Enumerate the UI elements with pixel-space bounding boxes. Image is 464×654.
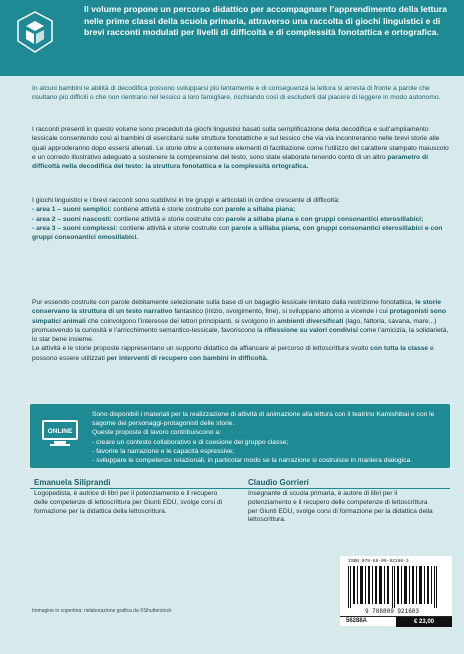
online-bullet-text: creare un contesto collaborativo e di coesione del gruppo classe; bbox=[96, 438, 289, 446]
online-bullet: - sviluppare le competenze relazionali, in particolar modo se la narrazione si costruisce in maniera dialogica. bbox=[92, 457, 413, 465]
narrative-highlight-d: protagonisti sono simpatici animali bbox=[32, 308, 447, 325]
area-2-title: - area 2 – suoni nascosti: bbox=[32, 215, 112, 223]
intro-text: Il volume propone un percorso didattico per accompagnare l’apprendimento della lettura nelle prime classi della scuola primaria, attraverso una raccolta di giochi linguistici e di brevi racconti modulati per livelli di difficoltà e di complessità fonotattica e ortografica. bbox=[84, 4, 447, 38]
support-text-c: e possono essere utilizzati bbox=[32, 345, 434, 362]
online-bullet-text: sviluppare le competenze relazionali, in particolar modo se la narrazione si costruisce in maniera dialogica. bbox=[96, 457, 413, 465]
area-3-text: contiene attività e storie costruite con bbox=[117, 224, 232, 232]
support-highlight-b: con tutta la classe bbox=[370, 345, 429, 353]
area-3-title: - area 3 – suoni complessi: bbox=[32, 224, 118, 232]
puzzle-icon bbox=[16, 10, 54, 54]
narrative-text-a: Pur essendo costruite con parole debitamente selezionate sulla base di un bagaglio lessicale limitato dalla restrizione fonotattica, bbox=[32, 299, 414, 306]
author-name: Emanuela Siliprandi bbox=[34, 478, 111, 487]
author-card bbox=[34, 478, 224, 516]
online-line-2: Queste proposte di lavoro contribuiscono a: bbox=[92, 429, 221, 437]
author-bio: Insegnante di scuola primaria, è autore di libri per il potenziamento e il recupero delle competenze di lettoscrittura per Giunti EDU, svolge corsi di formazione per la didattica della lettoscrittura. bbox=[248, 490, 433, 524]
area-2-text: contiene attività e storie costruite con bbox=[111, 215, 226, 223]
narrative-text-e: che coinvolgono l’interesse dei lettori principianti, si svolgono in bbox=[87, 317, 276, 325]
online-bullet-text: favorire la narrazione e le capacità espressive; bbox=[96, 447, 235, 455]
area-3-highlight: parole a sillaba piana, con gruppi consonantici eterosillabici e con gruppi consonantici omosillabici. bbox=[32, 224, 443, 242]
author-card bbox=[248, 478, 438, 525]
online-monitor-icon bbox=[40, 418, 80, 448]
area-2-item bbox=[32, 215, 450, 224]
narrative-highlight-f: ambienti diversificati bbox=[276, 317, 344, 325]
authors-section bbox=[30, 478, 450, 548]
product-code: 56288A bbox=[346, 618, 368, 624]
areas-intro: I giochi linguistici e i brevi racconti sono suddivisi in tre gruppi e articolati in ordine crescente di difficoltà: bbox=[32, 197, 340, 204]
isbn-text: ISBN 978-88-09-92160-3 bbox=[348, 559, 409, 564]
price-label: € 23,00 bbox=[396, 617, 452, 627]
author-name: Claudio Gorrieri bbox=[248, 478, 309, 487]
barcode-icon bbox=[348, 566, 444, 614]
area-1-title: - area 1 – suoni semplici: bbox=[32, 206, 112, 214]
online-bullet: - creare un contesto collaborativo e di coesione del gruppo classe; bbox=[92, 438, 289, 446]
online-text bbox=[92, 410, 444, 465]
narrative-text-i: come l’amicizia, la solidarietà, lo star bene insieme. bbox=[32, 326, 449, 344]
online-label: ONLINE bbox=[47, 428, 73, 435]
image-credit: Immagine in copertina: rielaborazione grafica da ©Shutterstock bbox=[32, 608, 172, 614]
online-materials-box bbox=[30, 404, 450, 468]
author-bio: Logopedista, è autrice di libri per il potenziamento e il recupero delle competenze di lettoscrittura per Giunti EDU, svolge corsi di formazione per la didattica della lettoscrittura. bbox=[34, 490, 223, 515]
support-highlight-d: per interventi di recupero con bambini in difficoltà. bbox=[106, 354, 268, 362]
narrative-text-c: fantastico (inizio, svolgimento, fine), si sviluppano attorno a vicende i cui bbox=[174, 308, 388, 316]
narrative-text-g: (lago, fattoria, savana, mare...) promuovendo la curiosità e l’arricchimento semantico-lessicale, favoriscono la bbox=[32, 317, 437, 334]
paragraph-stories bbox=[32, 125, 450, 171]
online-line-1: Sono disponibili i materiali per la realizzazione di attività di animazione alla lettura con il teatrino Kamishibai e con le sagome dei personaggi-protagonisti delle storie. bbox=[92, 411, 435, 428]
barcode-box bbox=[340, 556, 452, 626]
paragraph-stories-highlight: parametro di difficoltà nella decodifica del testo: la struttura fonotattica e la complessità ortografica. bbox=[32, 153, 428, 171]
price-row bbox=[340, 616, 452, 627]
header-band bbox=[0, 0, 464, 76]
area-1-text: contiene attività e storie costruite con bbox=[111, 206, 226, 214]
paragraph-stories-text: I racconti presenti in questo volume sono preceduti da giochi linguistici basati sulla semplificazione della decodifica e sull’ampliamento lessicale consentendo così ai bambini di esercitarsi sulle strutture fonotattiche e sul lessico che via via incontreranno nelle brevi storie alle quali approderanno dopo essersi allenati. Le storie oltre a contenere elementi di facilitazione come l’utilizzo del carattere stampato maiuscolo e un corredo illustrativo adeguato a sostenere la comprensione del testo, sono state elaborate tenendo conto di un altro bbox=[32, 126, 449, 161]
narrative-highlight-b: le storie conservano la struttura di un testo narrativo bbox=[32, 299, 441, 316]
online-bullet: - favorire la narrazione e le capacità espressive; bbox=[92, 447, 235, 455]
area-3-item bbox=[32, 224, 450, 243]
barcode-digits: 9 788809 921603 bbox=[364, 608, 420, 614]
area-1-highlight: parole a sillaba piana; bbox=[225, 206, 296, 214]
area-2-highlight: parole a sillaba piana e con gruppi consonantici eterosillabici; bbox=[225, 215, 424, 223]
area-1-item bbox=[32, 205, 450, 214]
areas-list bbox=[32, 196, 450, 242]
paragraph-decoding: In alcuni bambini le abilità di decodifica possono svilupparsi più lentamente e di conseguenza la lettura si arresta di fronte a parole che risultano più difficili o che non rientrano nel lessico a loro famigliare, rischiando così di escluderli dal piacere di leggere in modo autonomo. bbox=[32, 85, 441, 102]
paragraph-narrative bbox=[32, 298, 450, 363]
support-text-a: Le attività e le storie proposte rappresentano un supporto didattico da affiancare al percorso di lettoscrittura svolto bbox=[32, 345, 369, 353]
puzzle-logo bbox=[0, 0, 70, 64]
narrative-highlight-h: riflessione su valori condivisi bbox=[264, 326, 358, 334]
